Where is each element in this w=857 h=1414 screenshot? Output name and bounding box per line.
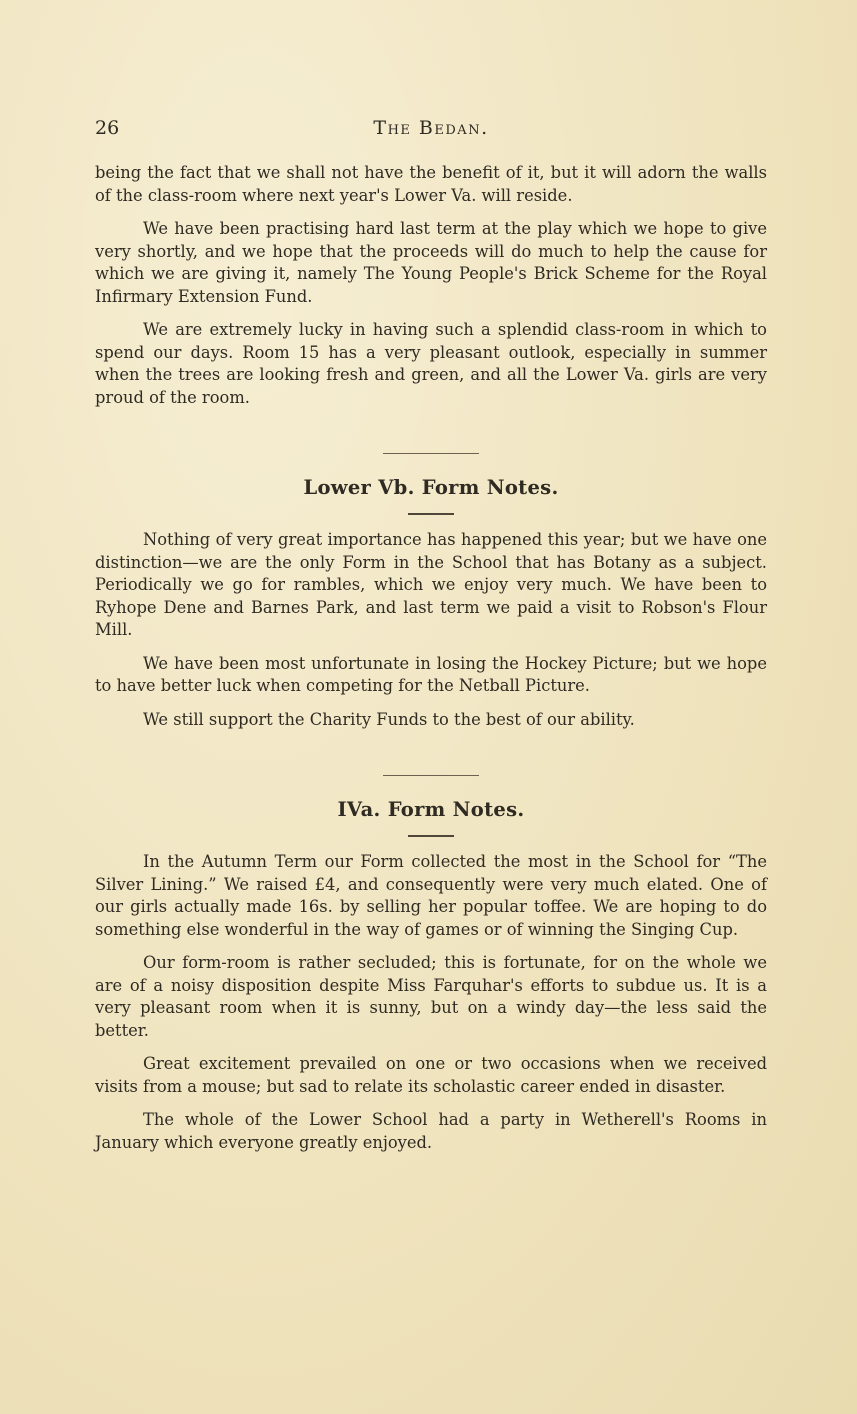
section-title-lower-vb: Lower Vb. Form Notes. xyxy=(303,476,559,499)
intro-paragraph: being the fact that we shall not have the benefit of it, but it will adorn the walls of the class-room where next year's Lower Va. will reside. xyxy=(95,163,767,205)
section-paragraph: We have been most unfortunate in losing the Hockey Picture; but we hope to have better luck when competing for the Netball Picture. xyxy=(95,653,767,695)
section-paragraph: Our form-room is rather secluded; this is fortunate, for on the whole we are of a noisy disposition despite Miss Farquhar's efforts to subdue us. It is a very pleasant room when it is sunny, but on a windy day—the less said the better. xyxy=(95,953,767,1040)
running-head xyxy=(95,117,767,145)
page-body xyxy=(95,162,767,1165)
section-paragraph: The whole of the Lower School had a party in Wetherell's Rooms in January which everyone greatly enjoyed. xyxy=(95,1110,767,1152)
journal-title: The Bedan. xyxy=(373,117,489,139)
section-paragraph: In the Autumn Term our Form collected the most in the School for “The Silver Lining.” We raised £4, and consequently were very much elated. One of our girls actually made 16s. by selling her popular toffee. We are hoping to do something else wonderful in the way of games or of winning the Singing Cup. xyxy=(95,852,767,939)
intro-paragraph: We are extremely lucky in having such a splendid class-room in which to spend our days. Room 15 has a very pleasant outlook, especially in summer when the trees are looking fresh and green, and all the Lower Va. girls are very proud of the room. xyxy=(95,320,767,407)
intro-paragraph: We have been practising hard last term at the play which we hope to give very shortly, and we hope that the proceeds will do much to help the cause for which we are giving it, namely The Young People's Brick Scheme for the Royal Infirmary Extension Fund. xyxy=(95,219,767,306)
document-page xyxy=(95,0,767,1414)
section-paragraph: We still support the Charity Funds to the best of our ability. xyxy=(143,709,635,729)
section-paragraph: Great excitement prevailed on one or two occasions when we received visits from a mouse; but sad to relate its scholastic career ended in disaster. xyxy=(95,1054,767,1096)
section-title-iva: IVa. Form Notes. xyxy=(337,798,525,821)
section-paragraph: Nothing of very great importance has happened this year; but we have one distinction—we are the only Form in the School that has Botany as a subject. Periodically we go for rambles, which we enjoy very much. We have been to Ryhope Dene and Barnes Park, and last term we paid a visit to Robson's Flour Mill. xyxy=(95,530,767,639)
page-number: 26 xyxy=(95,117,120,139)
